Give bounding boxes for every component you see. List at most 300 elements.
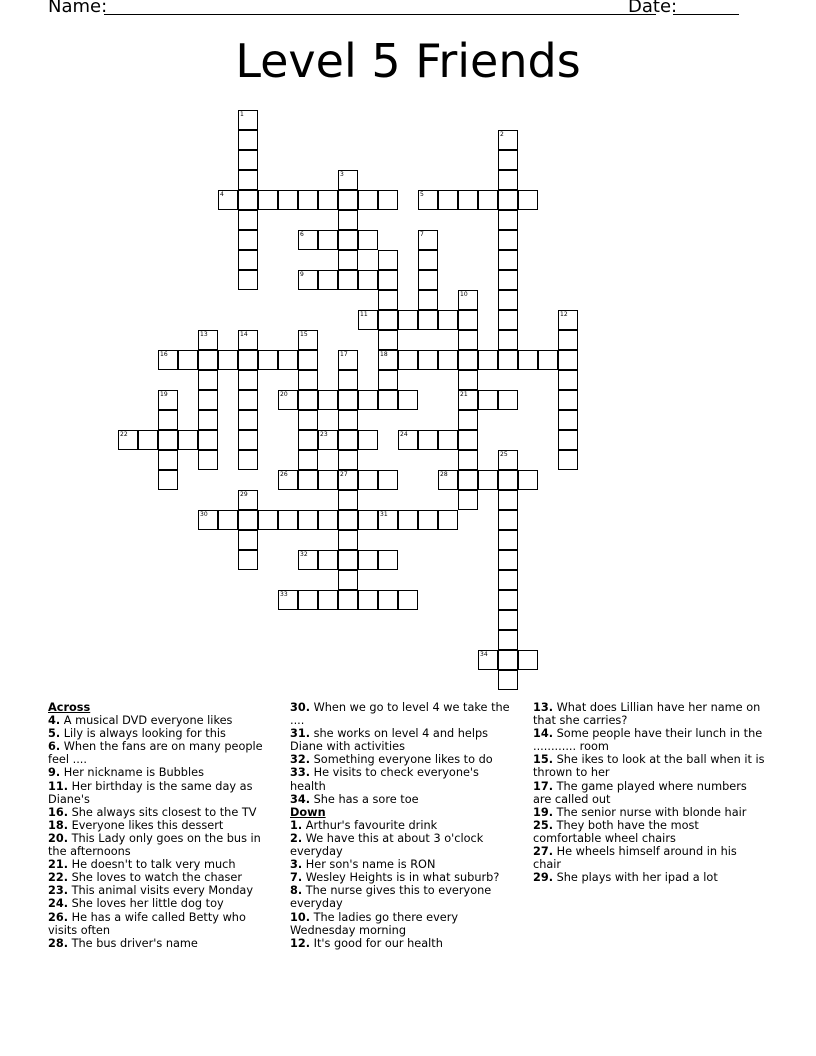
grid-cell[interactable] — [238, 270, 258, 290]
grid-cell[interactable] — [238, 170, 258, 190]
grid-cell[interactable] — [478, 470, 498, 490]
clue-num: 3. — [290, 858, 303, 872]
clue-num: 8. — [290, 884, 303, 898]
grid-cell[interactable] — [558, 370, 578, 390]
grid-cell[interactable] — [338, 570, 358, 590]
clue-text: A musical DVD everyone likes — [60, 714, 233, 728]
grid-cell[interactable] — [558, 430, 578, 450]
grid-cell[interactable] — [358, 190, 378, 210]
grid-cell[interactable] — [298, 390, 318, 410]
grid-cell[interactable] — [338, 490, 358, 510]
clue-number: 12 — [560, 311, 568, 318]
grid-cell[interactable] — [558, 330, 578, 350]
clue-item — [290, 911, 518, 937]
grid-cell[interactable] — [458, 190, 478, 210]
grid-cell[interactable] — [338, 590, 358, 610]
grid-cell[interactable] — [358, 310, 378, 330]
grid-cell[interactable] — [298, 470, 318, 490]
grid-cell[interactable] — [538, 350, 558, 370]
grid-cell[interactable] — [238, 410, 258, 430]
grid-cell[interactable] — [498, 170, 518, 190]
grid-cell[interactable] — [298, 370, 318, 390]
grid-cell[interactable] — [558, 410, 578, 430]
grid-cell[interactable] — [398, 590, 418, 610]
grid-cell[interactable] — [298, 350, 318, 370]
clue-item — [290, 858, 518, 871]
grid-cell[interactable] — [358, 470, 378, 490]
clue-num: 19. — [533, 805, 554, 819]
clue-text: He visits to check everyone's health — [290, 766, 479, 793]
grid-cell[interactable] — [338, 430, 358, 450]
grid-cell[interactable] — [418, 290, 438, 310]
clue-item — [290, 701, 518, 727]
clue-num: 5. — [48, 727, 61, 741]
grid-cell[interactable] — [258, 510, 278, 530]
grid-cell[interactable] — [218, 350, 238, 370]
grid-cell[interactable] — [558, 350, 578, 370]
clue-num: 2. — [290, 831, 303, 845]
grid-cell[interactable] — [398, 310, 418, 330]
clue-item — [533, 780, 765, 806]
clue-number: 15 — [300, 331, 308, 338]
grid-cell[interactable] — [498, 270, 518, 290]
grid-cell[interactable] — [278, 390, 298, 410]
clue-num: 34. — [290, 792, 311, 806]
grid-cell[interactable] — [378, 390, 398, 410]
grid-cell[interactable] — [298, 410, 318, 430]
grid-cell[interactable] — [238, 370, 258, 390]
grid-cell[interactable] — [238, 350, 258, 370]
clue-item — [48, 832, 273, 858]
grid-cell[interactable] — [318, 470, 338, 490]
clue-item — [48, 714, 273, 727]
clue-num: 14. — [533, 727, 554, 741]
grid-cell[interactable] — [118, 430, 138, 450]
grid-cell[interactable] — [198, 330, 218, 350]
grid-cell[interactable] — [498, 510, 518, 530]
grid-cell[interactable] — [498, 550, 518, 570]
grid-cell[interactable] — [498, 530, 518, 550]
grid-cell[interactable] — [378, 470, 398, 490]
grid-cell[interactable] — [318, 230, 338, 250]
clue-item — [48, 740, 273, 766]
grid-cell[interactable] — [498, 670, 518, 690]
clue-item — [290, 766, 518, 792]
clue-number: 1 — [240, 111, 244, 118]
clue-number: 25 — [500, 451, 508, 458]
grid-cell[interactable] — [278, 470, 298, 490]
grid-cell[interactable] — [158, 390, 178, 410]
grid-cell[interactable] — [318, 550, 338, 570]
grid-cell[interactable] — [378, 310, 398, 330]
grid-cell[interactable] — [358, 390, 378, 410]
grid-cell[interactable] — [358, 550, 378, 570]
grid-cell[interactable] — [298, 230, 318, 250]
grid-cell[interactable] — [278, 190, 298, 210]
grid-cell[interactable] — [378, 510, 398, 530]
grid-cell[interactable] — [458, 330, 478, 350]
clue-num: 15. — [533, 753, 554, 767]
clue-item — [290, 753, 518, 766]
grid-cell[interactable] — [298, 430, 318, 450]
grid-cell[interactable] — [198, 430, 218, 450]
grid-cell[interactable] — [438, 430, 458, 450]
grid-cell[interactable] — [338, 530, 358, 550]
grid-cell[interactable] — [498, 150, 518, 170]
grid-cell[interactable] — [378, 370, 398, 390]
clue-num: 1. — [290, 818, 303, 832]
clue-text: It's good for our health — [310, 936, 443, 950]
grid-cell[interactable] — [378, 250, 398, 270]
grid-cell[interactable] — [178, 350, 198, 370]
clue-num: 7. — [290, 871, 303, 885]
grid-cell[interactable] — [498, 610, 518, 630]
clue-num: 13. — [533, 701, 554, 714]
clue-number: 32 — [300, 551, 308, 558]
clue-number: 33 — [280, 591, 288, 598]
grid-cell[interactable] — [498, 190, 518, 210]
clue-text: she works on level 4 and helps Diane with activities — [290, 727, 489, 754]
grid-cell[interactable] — [498, 490, 518, 510]
grid-cell[interactable] — [498, 250, 518, 270]
grid-cell[interactable] — [378, 590, 398, 610]
grid-cell[interactable] — [458, 490, 478, 510]
grid-cell[interactable] — [478, 390, 498, 410]
grid-cell[interactable] — [198, 390, 218, 410]
down-heading: Down — [290, 805, 326, 819]
grid-cell[interactable] — [298, 190, 318, 210]
clue-number: 9 — [300, 271, 304, 278]
clue-item — [290, 884, 518, 910]
grid-cell[interactable] — [418, 270, 438, 290]
clue-text: He wheels himself around in his chair — [533, 845, 737, 872]
clue-number: 4 — [220, 191, 224, 198]
grid-cell[interactable] — [238, 430, 258, 450]
grid-cell[interactable] — [458, 390, 478, 410]
clue-number: 24 — [400, 431, 408, 438]
grid-cell[interactable] — [478, 350, 498, 370]
clue-number: 3 — [340, 171, 344, 178]
grid-cell[interactable] — [278, 590, 298, 610]
grid-cell[interactable] — [438, 190, 458, 210]
grid-cell[interactable] — [398, 510, 418, 530]
grid-cell[interactable] — [558, 390, 578, 410]
grid-cell[interactable] — [358, 270, 378, 290]
grid-cell[interactable] — [458, 430, 478, 450]
grid-cell[interactable] — [238, 390, 258, 410]
grid-cell[interactable] — [338, 470, 358, 490]
clue-text: Lily is always looking for this — [60, 727, 226, 741]
grid-cell[interactable] — [378, 290, 398, 310]
grid-cell[interactable] — [438, 350, 458, 370]
grid-cell[interactable] — [458, 310, 478, 330]
grid-cell[interactable] — [158, 410, 178, 430]
grid-cell[interactable] — [418, 250, 438, 270]
grid-cell[interactable] — [218, 510, 238, 530]
grid-cell[interactable] — [238, 110, 258, 130]
clue-number: 20 — [280, 391, 288, 398]
clue-item — [48, 806, 273, 819]
grid-cell[interactable] — [458, 350, 478, 370]
grid-cell[interactable] — [438, 510, 458, 530]
clue-text: He doesn't to talk very much — [68, 858, 236, 872]
across-heading: Across — [48, 701, 91, 714]
grid-cell[interactable] — [318, 270, 338, 290]
grid-cell[interactable] — [338, 250, 358, 270]
clue-column-3 — [533, 701, 765, 884]
grid-cell[interactable] — [418, 510, 438, 530]
clue-num: 6. — [48, 740, 61, 754]
grid-cell[interactable] — [458, 290, 478, 310]
grid-cell[interactable] — [418, 350, 438, 370]
grid-cell[interactable] — [338, 230, 358, 250]
grid-cell[interactable] — [498, 630, 518, 650]
grid-cell[interactable] — [198, 410, 218, 430]
grid-cell[interactable] — [498, 390, 518, 410]
grid-cell[interactable] — [238, 490, 258, 510]
grid-cell[interactable] — [218, 190, 238, 210]
grid-cell[interactable] — [498, 290, 518, 310]
clue-number: 21 — [460, 391, 468, 398]
grid-cell[interactable] — [238, 190, 258, 210]
grid-cell[interactable] — [198, 370, 218, 390]
grid-cell[interactable] — [158, 430, 178, 450]
clue-number: 10 — [460, 291, 468, 298]
clue-text: Some people have their lunch in the ............ room — [533, 727, 763, 754]
grid-cell[interactable] — [498, 230, 518, 250]
grid-cell[interactable] — [298, 510, 318, 530]
grid-cell[interactable] — [398, 350, 418, 370]
clue-number: 29 — [240, 491, 248, 498]
clue-text: She loves to watch the chaser — [68, 871, 243, 885]
clue-text: This Lady only goes on the bus in the afternoons — [48, 831, 261, 859]
clue-text: The nurse gives this to everyone everyday — [290, 884, 492, 911]
clue-number: 6 — [300, 231, 304, 238]
grid-cell[interactable] — [378, 190, 398, 210]
grid-cell[interactable] — [298, 450, 318, 470]
grid-cell[interactable] — [338, 410, 358, 430]
clue-item — [290, 727, 518, 753]
grid-cell[interactable] — [278, 510, 298, 530]
clue-num: 9. — [48, 766, 61, 780]
grid-cell[interactable] — [498, 130, 518, 150]
grid-cell[interactable] — [318, 430, 338, 450]
clue-text: They both have the most comfortable wheel chairs — [533, 818, 699, 845]
clue-text: Her son's name is RON — [302, 858, 436, 872]
grid-cell[interactable] — [418, 230, 438, 250]
grid-cell[interactable] — [398, 430, 418, 450]
grid-cell[interactable] — [438, 310, 458, 330]
clue-text: She loves her little dog toy — [68, 897, 224, 911]
clue-item — [290, 871, 518, 884]
grid-cell[interactable] — [478, 190, 498, 210]
grid-cell[interactable] — [478, 650, 498, 670]
clue-item — [48, 819, 273, 832]
clue-column-1 — [48, 701, 273, 950]
grid-cell[interactable] — [518, 350, 538, 370]
clue-number: 28 — [440, 471, 448, 478]
grid-cell[interactable] — [258, 190, 278, 210]
grid-cell[interactable] — [378, 350, 398, 370]
grid-cell[interactable] — [318, 390, 338, 410]
grid-cell[interactable] — [498, 650, 518, 670]
grid-cell[interactable] — [238, 530, 258, 550]
grid-cell[interactable] — [438, 470, 458, 490]
grid-cell[interactable] — [378, 550, 398, 570]
clue-column-2 — [290, 701, 518, 950]
grid-cell[interactable] — [158, 450, 178, 470]
clue-item — [48, 858, 273, 871]
clue-num: 18. — [48, 818, 69, 832]
clue-number: 7 — [420, 231, 424, 238]
grid-cell[interactable] — [358, 430, 378, 450]
clue-num: 24. — [48, 897, 69, 911]
clue-number: 31 — [380, 511, 388, 518]
grid-cell[interactable] — [198, 510, 218, 530]
grid-cell[interactable] — [418, 310, 438, 330]
grid-cell[interactable] — [498, 310, 518, 330]
grid-cell[interactable] — [338, 510, 358, 530]
grid-cell[interactable] — [258, 350, 278, 370]
grid-cell[interactable] — [418, 190, 438, 210]
clue-num: 31. — [290, 727, 311, 741]
clue-item — [48, 937, 273, 950]
grid-cell[interactable] — [338, 370, 358, 390]
name-label: Name: — [48, 0, 108, 17]
clue-text: She plays with her ipad a lot — [553, 871, 718, 885]
grid-cell[interactable] — [338, 550, 358, 570]
grid-cell[interactable] — [458, 470, 478, 490]
grid-cell[interactable] — [238, 230, 258, 250]
clue-num: 25. — [533, 818, 554, 832]
grid-cell[interactable] — [238, 550, 258, 570]
grid-cell[interactable] — [338, 190, 358, 210]
grid-cell[interactable] — [558, 450, 578, 470]
grid-cell[interactable] — [238, 210, 258, 230]
clue-item — [290, 937, 518, 950]
grid-cell[interactable] — [298, 270, 318, 290]
puzzle-title: Level 5 Friends — [235, 34, 581, 88]
grid-cell[interactable] — [238, 330, 258, 350]
clue-item — [533, 727, 765, 753]
grid-cell[interactable] — [518, 650, 538, 670]
grid-cell[interactable] — [398, 390, 418, 410]
grid-cell[interactable] — [458, 450, 478, 470]
grid-cell[interactable] — [318, 590, 338, 610]
grid-cell[interactable] — [498, 450, 518, 470]
clue-num: 28. — [48, 936, 69, 950]
grid-cell[interactable] — [498, 330, 518, 350]
grid-cell[interactable] — [298, 550, 318, 570]
clue-item — [290, 793, 518, 806]
clue-item — [290, 819, 518, 832]
clue-number: 5 — [420, 191, 424, 198]
grid-cell[interactable] — [338, 350, 358, 370]
clue-item — [533, 753, 765, 779]
clue-text: Everyone likes this dessert — [68, 818, 224, 832]
clue-number: 17 — [340, 351, 348, 358]
clue-num: 27. — [533, 845, 554, 859]
clue-number: 22 — [120, 431, 128, 438]
grid-cell[interactable] — [158, 350, 178, 370]
clue-item — [48, 884, 273, 897]
grid-cell[interactable] — [298, 590, 318, 610]
grid-cell[interactable] — [358, 590, 378, 610]
grid-cell[interactable] — [278, 350, 298, 370]
grid-cell[interactable] — [458, 370, 478, 390]
grid-cell[interactable] — [558, 310, 578, 330]
grid-cell[interactable] — [238, 450, 258, 470]
clue-text: She always sits closest to the TV — [68, 805, 257, 819]
clue-number: 18 — [380, 351, 388, 358]
grid-cell[interactable] — [358, 230, 378, 250]
grid-cell[interactable] — [338, 390, 358, 410]
clue-num: 33. — [290, 766, 311, 780]
clue-num: 30. — [290, 701, 311, 714]
grid-cell[interactable] — [378, 270, 398, 290]
clue-text: Arthur's favourite drink — [302, 818, 438, 832]
grid-cell[interactable] — [198, 350, 218, 370]
clue-item — [533, 871, 765, 884]
grid-cell[interactable] — [338, 170, 358, 190]
grid-cell[interactable] — [458, 410, 478, 430]
grid-cell[interactable] — [318, 510, 338, 530]
grid-cell[interactable] — [338, 210, 358, 230]
clue-text: The game played where numbers are called out — [533, 779, 747, 806]
grid-cell[interactable] — [158, 470, 178, 490]
clue-text: The senior nurse with blonde hair — [553, 805, 747, 819]
clue-number: 27 — [340, 471, 348, 478]
grid-cell[interactable] — [178, 430, 198, 450]
grid-cell[interactable] — [298, 330, 318, 350]
clue-num: 17. — [533, 779, 554, 793]
grid-cell[interactable] — [198, 450, 218, 470]
grid-cell[interactable] — [138, 430, 158, 450]
grid-cell[interactable] — [498, 570, 518, 590]
clue-text: She ikes to look at the ball when it is thrown to her — [533, 753, 765, 780]
grid-cell[interactable] — [318, 190, 338, 210]
grid-cell[interactable] — [498, 350, 518, 370]
clue-number: 2 — [500, 131, 504, 138]
clue-text: When the fans are on many people feel .... — [48, 740, 263, 767]
clue-number: 13 — [200, 331, 208, 338]
grid-cell[interactable] — [378, 330, 398, 350]
clue-item — [533, 806, 765, 819]
clue-num: 10. — [290, 910, 311, 924]
grid-cell[interactable] — [338, 270, 358, 290]
grid-cell[interactable] — [338, 450, 358, 470]
grid-cell[interactable] — [238, 150, 258, 170]
clue-text: Wesley Heights is in what suburb? — [302, 871, 500, 885]
grid-cell[interactable] — [498, 470, 518, 490]
clue-number: 19 — [160, 391, 168, 398]
clue-text: When we go to level 4 we take the .... — [290, 701, 510, 728]
clue-item — [48, 911, 273, 937]
clue-item — [48, 727, 273, 740]
grid-cell[interactable] — [358, 510, 378, 530]
grid-cell[interactable] — [498, 590, 518, 610]
grid-cell[interactable] — [238, 510, 258, 530]
grid-cell[interactable] — [238, 130, 258, 150]
grid-cell[interactable] — [518, 190, 538, 210]
grid-cell[interactable] — [418, 430, 438, 450]
clue-num: 11. — [48, 779, 69, 793]
grid-cell[interactable] — [238, 250, 258, 270]
clue-text: Something everyone likes to do — [310, 753, 493, 767]
clue-text: What does Lillian have her name on that she carries? — [533, 701, 761, 728]
grid-cell[interactable] — [518, 470, 538, 490]
grid-cell[interactable] — [498, 210, 518, 230]
